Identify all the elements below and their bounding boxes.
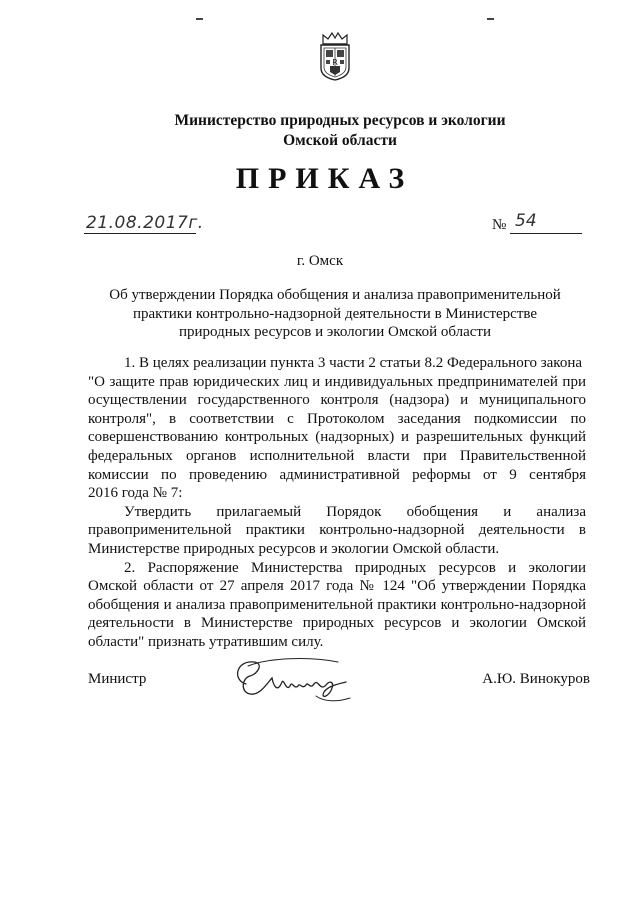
body-line: "О защите прав юридических лиц и индивидуальных предпринимателей при [88,373,586,390]
date-underline [84,233,196,234]
order-body [88,354,586,652]
body-line: контроля", в соответствии с Протоколом заседания подкомиссии по [88,410,586,427]
signatory-position: Министр [88,671,147,687]
order-subject [95,286,575,342]
subject-line: практики контрольно-надзорной деятельности в Министерстве [132,305,538,322]
body-line: Омской области от 27 апреля 2017 года № 124 "Об утверждении Порядка [88,578,586,595]
order-date: 21.08.2017г. [86,213,204,233]
body-line: федеральных органов исполнительной власти при Правительственной [88,447,586,464]
body-line: деятельности в Министерстве природных ресурсов и экологии Омской [88,615,586,632]
body-line: области" признать утратившим силу. [88,633,324,650]
city: г. Омск [296,253,344,269]
number-underline [510,233,582,234]
body-line: обобщения и анализа правоприменительной практики контрольно-надзорной [88,596,586,613]
body-line: 1. В целях реализации пункта 3 части 2 статьи 8.2 Федерального закона [124,355,583,371]
signatory-name: А.Ю. Винокуров [482,671,590,687]
ministry-name-line2: Омской области [283,132,397,149]
document-title: ПРИКАЗ [235,162,414,195]
body-line: совершенствованию контрольных (надзорных) и разрешительных функций [88,429,586,446]
scan-mark-right [487,18,494,20]
body-line: комиссии по проведению административной реформы от 9 сентября [88,466,586,483]
body-line: 2. Распоряжение Министерства природных ресурсов и экологии [124,559,586,576]
body-line: Министерстве природных ресурсов и экологии Омской области. [88,540,500,557]
order-number-label: № [492,217,507,233]
body-line: 2016 года № 7: [88,485,183,502]
body-line: Утвердить прилагаемый Порядок обобщения и анализа [124,503,586,520]
scan-mark-left [196,18,203,20]
subject-line: природных ресурсов и экологии Омской области [178,324,491,340]
body-line: осуществлении государственного контроля (надзора) и муниципального [88,392,586,409]
order-number: 54 [515,211,537,231]
handwritten-signature [228,652,358,706]
ministry-name-line1: Министерство природных ресурсов и экологии [174,112,506,129]
subject-line: Об утверждении Порядка обобщения и анализа правоприменительной [109,287,561,303]
omsk-coat-of-arms-icon [318,30,352,82]
body-line: правоприменительной практики контрольно-надзорной деятельности в [88,522,586,539]
svg-text:R: R [332,58,338,67]
